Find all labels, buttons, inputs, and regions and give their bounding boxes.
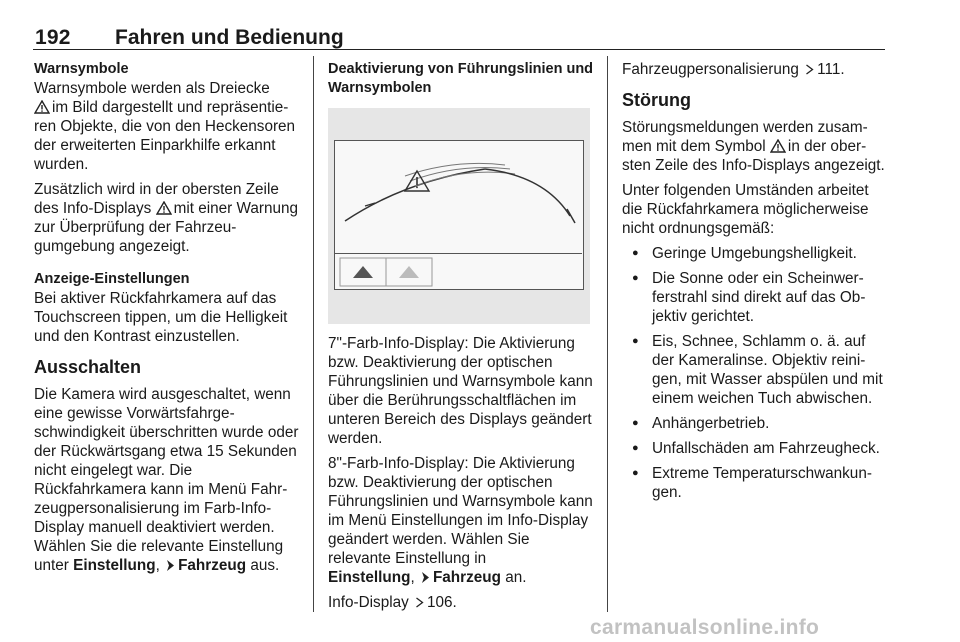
warnsymbole-text: Warnsymbole werden als Dreiecke im Bild dargestellt und repräsentieren Objekte, die von den Heckensоren der erweiterten Einparkhilfe erkannt wurden. bbox=[34, 80, 296, 173]
ausschalten-heading: Ausschalten bbox=[34, 357, 142, 377]
einstellung-label: Einstellung bbox=[73, 557, 156, 574]
warnsymbole-heading: Warnsymbole bbox=[34, 61, 129, 77]
list-item: ● Extreme Temperaturschwankungen. bbox=[628, 464, 888, 502]
page-number: 192 bbox=[35, 26, 71, 49]
seven-inch-display-text: 7"-Farb-Info-Display: Die Aktivierung bzw. Deaktivierung der optischen Führungslinien und Warnsymbole kann über die Berührungsschaltflächen im unteren Bereich des Displays geändert werden. bbox=[328, 335, 593, 447]
column-left bbox=[34, 60, 302, 581]
ausschalten-text: Die Kamera wird ausgeschaltet, wenn eine gewisse Vorwärtsfahrgeschwindigkeit überschritten wurde oder der Rückwärtsgang etwa 15 Sekunden nicht eingelegt war. Die Rückfahrkamera kann im Menü Fahrzeugpersonalisierung im Farb-Info-Display manuell deaktiviert werden. Wählen Sie die relevante Einstellung unter Einstellung, Fahrzeug aus. bbox=[34, 386, 299, 574]
fahrzeugpersonalisierung-reference[interactable]: Fahrzeugpersonalisierung 111. bbox=[622, 61, 845, 78]
stoerung-heading: Störung bbox=[622, 90, 691, 110]
column-middle bbox=[328, 60, 596, 618]
menu-arrow-icon bbox=[166, 560, 175, 571]
page-header bbox=[33, 28, 885, 50]
column-divider bbox=[313, 56, 314, 612]
einstellung-label: Einstellung bbox=[328, 569, 411, 586]
deaktivierung-heading: Deaktivierung von Führungslinien und Warnsymbolen bbox=[328, 61, 594, 96]
anzeige-einstellungen-heading: Anzeige-Einstellungen bbox=[34, 271, 190, 287]
fahrzeug-label: Fahrzeug bbox=[432, 569, 501, 586]
info-display-reference[interactable]: Info-Display 106. bbox=[328, 594, 457, 611]
page-title: Fahren und Bedienung bbox=[115, 26, 344, 49]
list-item: ● Geringe Umgebungshelligkeit. bbox=[628, 244, 888, 263]
list-item: ● Eis, Schnee, Schlamm o. ä. auf der Kameralinse. Objektiv reinigen, mit Wasser abspülen und mit einem weichen Tuch abwischen. bbox=[628, 332, 888, 408]
page-reference-arrow-icon bbox=[805, 64, 814, 75]
list-item: ● Unfallschäden am Fahrzeugheck. bbox=[628, 439, 888, 458]
fahrzeug-label: Fahrzeug bbox=[178, 557, 247, 574]
warning-triangle-icon bbox=[156, 201, 172, 215]
column-right bbox=[622, 60, 888, 508]
eight-inch-display-text: 8"-Farb-Info-Display: Die Aktivierung bzw. Deaktivierung der optischen Führungslinien und Warnsymbole kann im Menü Einstellungen im Info-Display geändert werden. Wählen Sie relevante Einstellung in Einstellung, Fahrzeug an. bbox=[328, 455, 593, 586]
display-screen bbox=[334, 140, 584, 290]
list-item: ● Die Sonne oder ein Scheinwerferstrahl sind direkt auf das Objektiv gerichtet. bbox=[628, 269, 888, 326]
conditions-list bbox=[628, 244, 888, 502]
guide-lines-graphic bbox=[335, 141, 582, 253]
zusaetzlich-text: Zusätzlich wird in der obersten Zeile des Info-Displays mit einer Warnung zur Überprüfung der Fahrzeugumgebung angezeigt. bbox=[34, 181, 298, 255]
rear-camera-display-figure bbox=[328, 108, 590, 324]
conditions-intro: Unter folgenden Umständen arbeitet die Rückfahrkamera möglicherweise nicht ordnungsgemäß: bbox=[622, 182, 869, 237]
warning-triangle-icon bbox=[34, 100, 50, 114]
menu-arrow-icon bbox=[421, 572, 430, 583]
column-divider bbox=[607, 56, 608, 612]
watermark: carmanualsonline.info bbox=[590, 616, 820, 639]
list-item: ● Anhängerbetrieb. bbox=[628, 414, 888, 433]
page-reference-arrow-icon bbox=[415, 597, 424, 608]
warning-triangle-icon bbox=[770, 139, 786, 153]
display-toggle-buttons bbox=[339, 256, 449, 290]
stoerung-intro: Störungsmeldungen werden zusammen mit dem Symbol in der obersten Zeile des Info-Displays angezeigt. bbox=[622, 119, 885, 174]
anzeige-einstellungen-text: Bei aktiver Rückfahrkamera auf das Touchscreen tippen, um die Helligkeit und den Kontrast einzustellen. bbox=[34, 290, 288, 345]
